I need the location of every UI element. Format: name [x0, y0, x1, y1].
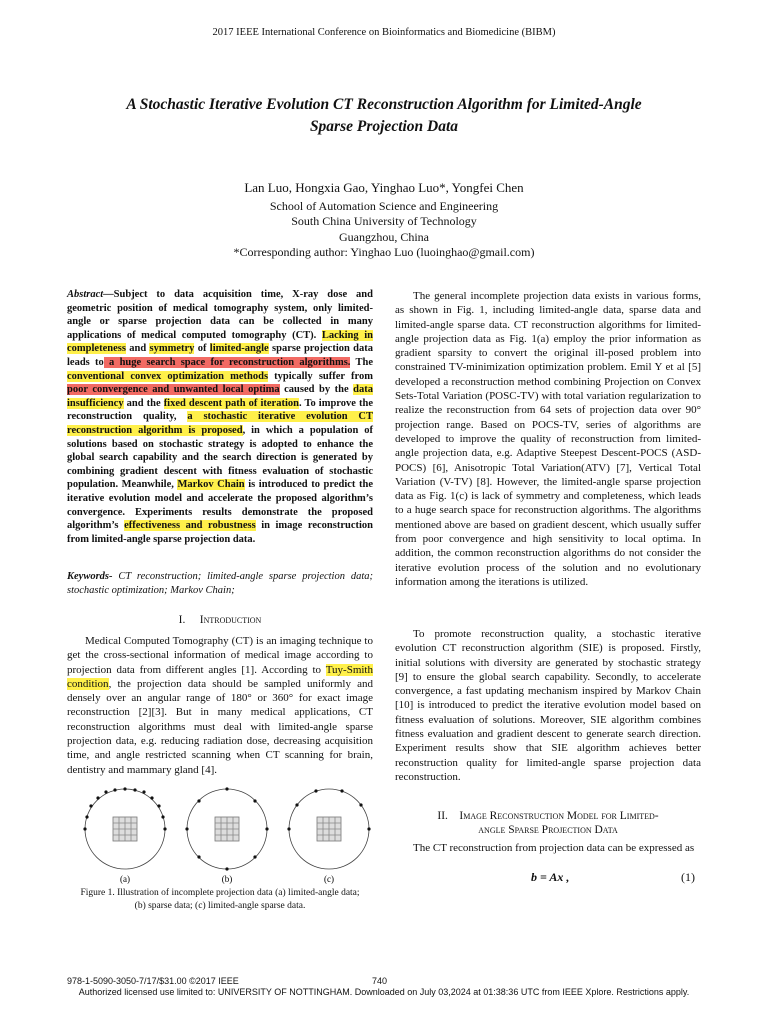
highlight: Tuy-Smith condition [67, 663, 373, 690]
intro-paragraph: Medical Computed Tomography (CT) is an imaging technique to get the cross-sectional information of medical image according to projection data from different angles [1]. According to Tuy-Smith condition, the projection data should be sampled uniformly and densely over an angular range of 180° or 360° for exact image reconstruction [2][3]. But in many medical applications, CT reconstruction algorithms must deal with limited-angle sparse projection data, e.g. reducing radiation dose, decreasing acquisition time, and angle restricted scanning when CT scanning for brain, dentistry and mammary gland [4]. [67, 635, 373, 776]
author-list: Lan Luo, Hongxia Gao, Yinghao Luo*, Yongfei Chen [244, 180, 524, 195]
section-heading-2: II. Image Reconstruction Model for Limited- angle Sparse Projection Data [437, 810, 659, 836]
affiliation-line: Guangzhou, China [339, 229, 429, 244]
figure-label-a: (a) [120, 874, 130, 884]
license-notice: Authorized licensed use limited to: UNIVERSITY OF NOTTINGHAM. Downloaded on July 03,2024 at 01:38:36 UTC from IEEE Xplore. Restrictions apply. [78, 987, 690, 997]
panel-a [85, 789, 165, 869]
highlight: Lacking in completeness [67, 329, 373, 355]
right-paragraph-1: The general incomplete projection data exists in various forms, as shown in Fig. 1, including limited-angle data, sparse data and limited-angle sparse data. CT reconstruction algorithms for limited-angle projection data as Fig. 1(a) employ the prior information as gradient sparsity to convert the original ill-posed problem into constrained TV-minimization optimization problem. Emil Y et al [5] developed a reconstruction method combining Projection on Convex Sets-Total Variation (POSC-TV) with total variation regularization to realize the reconstruction from 64 sets of projection data over 90° projection range. Based on POCS-TV, series of algorithms are developed to improve the quality of reconstruction from limited-angle projection data, e.g. Adaptive Steepest Descent-POCS (ASD-POCS) [6], Anisotropic Total Variation(ATV) [7], Vertical Total Variation (V-TV) [8]. However, the limited-angle sparse projection data as Fig. 1(c) is lack of symmetry and completeness, which leads to a huge search space for reconstruction algorithms. The algorithms mentioned above are based on gradient descent, which usually suffer from poor convergence and high sensitivity to local optima. In addition, the common reconstruction algorithms do not consider the iterative evolution process of the solution and no evolutionary information among the iterations is utilized. [395, 290, 701, 588]
highlight: Markov Chain [177, 479, 245, 491]
right-paragraph-2: To promote reconstruction quality, a stochastic iterative evolution CT reconstruction algorithm (SIE) is proposed. Firstly, initial solutions with diversity are generated by stochastic strategy [9] to ensure the global search capability. Secondly, to accelerate convergence, a fast updating mechanism inspired by Markov Chain [10] is introduced to predict the iterative evolution model based on fitness evaluation of solutions. Moreover, SIE algorithm combines fitness evaluation and gradient descent to generate search direction. Experiment results show that SIE algorithm achieves better reconstruction quality for limited-angle sparse projection data reconstruction. [395, 628, 701, 783]
conference-header: 2017 IEEE International Conference on Bioinformatics and Biomedicine (BIBM) [212, 27, 556, 38]
highlight: poor convergence and unwanted local optima [67, 384, 280, 396]
highlight: a huge search space for reconstruction algorithms. [103, 356, 351, 368]
sample-grid [113, 817, 137, 841]
equation-number: (1) [681, 870, 695, 884]
highlight: limited-angle [209, 343, 269, 355]
keywords-label: Keywords- [67, 571, 113, 582]
highlight: effectiveness and robustness [124, 520, 256, 532]
paper-title [60, 94, 708, 138]
highlight: conventional convex optimization methods [67, 370, 269, 382]
affiliation-block [0, 199, 768, 260]
page-number: 740 [372, 976, 388, 986]
section-heading-1: I. Introduction [178, 614, 262, 626]
title-line-1: A Stochastic Iterative Evolution CT Reconstruction Algorithm for Limited-Angle [126, 96, 642, 113]
right-paragraph-3: The CT reconstruction from projection data can be expressed as [413, 842, 695, 854]
panel-c [289, 789, 369, 869]
figure-1-illustration [82, 784, 372, 884]
figure-label-b: (b) [221, 874, 233, 884]
abstract-label: Abstract [67, 289, 104, 300]
affiliation-line: School of Automation Science and Engineering [269, 199, 499, 213]
equation-expression: b = Ax , [531, 870, 570, 884]
affiliation-line: South China University of Technology [291, 214, 477, 229]
footer-isbn: 978-1-5090-3050-7/17/$31.00 ©2017 IEEE [67, 976, 239, 986]
highlight: data insufficiency [67, 384, 373, 409]
keywords: Keywords- CT reconstruction; limited-angle sparse projection data; stochastic optimization; Markov Chain; [67, 571, 373, 596]
corresponding-author: *Corresponding author: Yinghao Luo (luoinghao@gmail.com) [233, 244, 535, 259]
figure-1-caption: Figure 1. Illustration of incomplete projection data (a) limited-angle data; (b) sparse data; (c) limited-angle sparse data. [80, 888, 360, 911]
highlight: a stochastic iterative evolution CT reconstruction algorithm is proposed [67, 411, 374, 436]
figure-label-c: (c) [324, 874, 334, 884]
highlight: fixed descent path of iteration [163, 397, 299, 409]
highlight: symmetry [149, 343, 195, 355]
title-line-2: Sparse Projection Data [309, 118, 459, 135]
abstract: Abstract—Subject to data acquisition time, X-ray dose and geometric position of medical tomography system, only limited-angle or sparse projection data can be collected in many applications of medical computed tomography (CT). Lacking in completeness and symmetry of limited-angle sparse projection data leads to a huge search space for reconstruction algorithms. The conventional convex optimization methods typically suffer from poor convergence and unwanted local optima caused by the data insufficiency and the fixed descent path of iteration. To improve the reconstruction quality, a stochastic iterative evolution CT reconstruction algorithm is proposed, in which a population of solutions based on stochastic strategy is adopted to enhance the global search capability and the search direction is generated by combining gradient descent with fitness evaluation of stochastic population. Meanwhile, Markov Chain is introduced to predict the iterative evolution model and accelerate the proposed algorithm’s convergence. Experiments results demonstrate the proposed algorithm’s effectiveness and robustness in image reconstruction from limited-angle sparse projection data. [67, 289, 374, 545]
